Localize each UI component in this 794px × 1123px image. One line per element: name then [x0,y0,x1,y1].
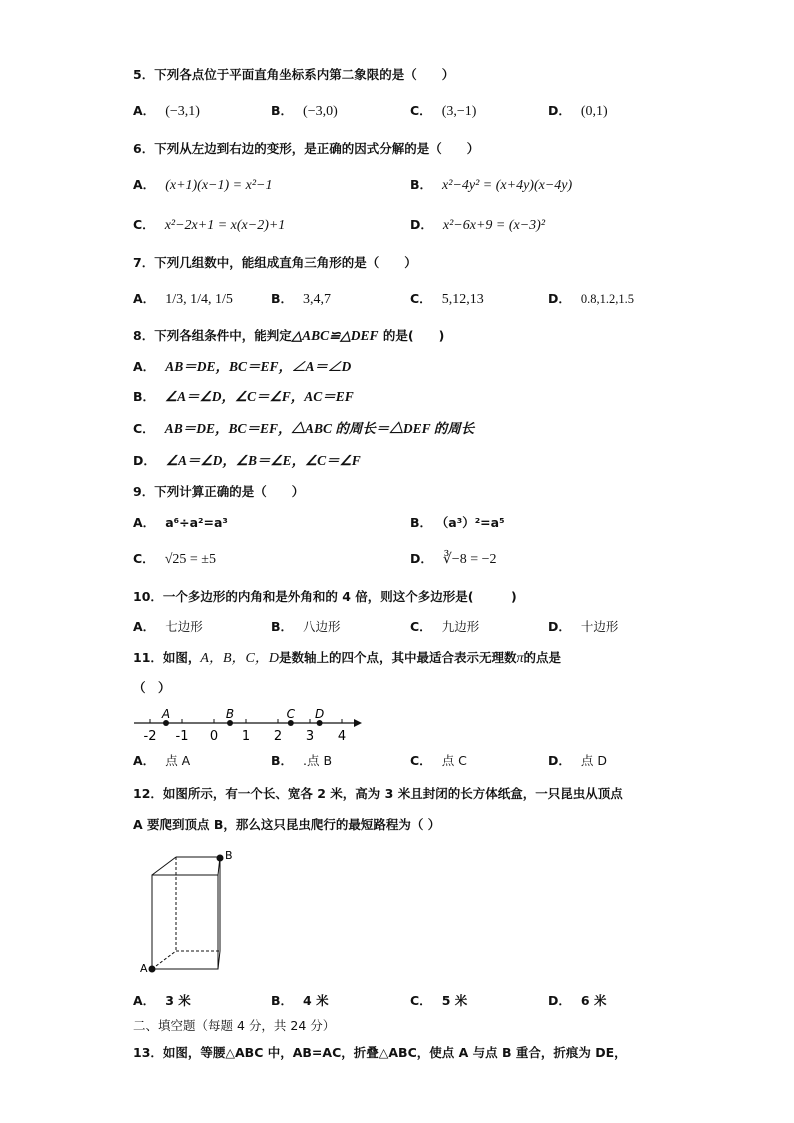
number-line-arrow [354,719,362,727]
option-label: A． [133,291,156,306]
option-value: 6 米 [580,993,607,1008]
q5-option-b[interactable] [271,102,338,121]
q6-stem: 6．下列从左边到右边的变形，是正确的因式分解的是（ ） [133,141,480,156]
option-label: B． [133,389,156,404]
q11-option-b[interactable] [271,752,332,771]
option-value: （a³）²=a⁵ [442,515,505,530]
option-value: 七边形 [165,619,203,634]
option-label: A． [133,753,156,768]
q13-stem: 13．如图，等腰△ABC 中，AB=AC，折叠△ABC，使点 A 与点 B 重合，折痕为 DE， [133,1045,627,1060]
option-value: (−3,0) [303,104,338,119]
q10-option-b[interactable] [271,618,341,637]
option-value: 点 C [441,753,467,768]
point-a-label: A [161,707,171,721]
option-label: D． [548,753,571,768]
option-value: (3,−1) [441,104,477,119]
vertex-b-dot [217,855,224,862]
q11-points: A，B，C，D [200,651,279,666]
cuboid-figure [136,848,246,978]
option-value: (0,1) [580,104,608,119]
option-value: a⁶÷a²=a³ [165,515,228,530]
q11-option-d[interactable] [548,752,607,771]
vertex-a-dot [149,966,156,973]
q8-stem [133,327,444,345]
option-value: 点 D [580,753,607,768]
q11-option-c[interactable] [410,752,467,771]
q7-stem: 7．下列几组数中，能组成直角三角形的是（ ） [133,255,417,270]
option-label: C． [133,217,155,232]
section-heading: 二、填空题（每题 4 分，共 24 分） [133,1018,336,1033]
q6-option-c[interactable] [133,216,285,235]
tick-label: 3 [305,729,315,744]
q11-stem-a: 11．如图， [133,650,201,665]
option-label: D． [548,291,571,306]
q8-option-d[interactable] [133,452,361,471]
q11-option-a[interactable] [133,752,190,771]
point-d-label: D [314,707,325,721]
option-value: 点 A [165,753,191,768]
q6-option-a[interactable] [133,176,272,195]
q8-option-c[interactable] [133,420,474,439]
q12-option-a[interactable] [133,992,191,1011]
option-label: D． [410,551,433,566]
q7-option-b[interactable] [271,290,331,309]
q12-option-d[interactable] [548,992,606,1011]
cuboid-front-face [152,875,218,969]
point-c-label: C [286,707,295,721]
option-value: (−3,1) [165,104,200,119]
option-label: C． [133,551,155,566]
q10-option-a[interactable] [133,618,203,637]
option-value: 1/3, 1/4, 1/5 [165,292,233,307]
q10-stem: 10．一个多边形的内角和是外角和的 4 倍，则这个多边形是( ) [133,589,517,604]
option-label: A． [133,103,156,118]
q8-stem-math: △ABC≌△DEF [291,328,379,343]
option-label: D． [410,217,433,232]
cuboid-hidden-diagonal-edge [152,951,176,969]
q6-option-b[interactable] [410,176,572,195]
q5-option-d[interactable] [548,102,608,121]
option-label: B． [271,619,294,634]
option-value: 0.8,1.2,1.5 [580,292,635,306]
option-label: B． [271,753,294,768]
option-label: A． [133,359,156,374]
q12-option-b[interactable] [271,992,329,1011]
option-value: 十边形 [580,619,619,634]
q11-stem-line2: （ ） [133,680,171,695]
tick-label: 0 [209,729,219,744]
option-label: D． [548,993,571,1008]
point-b-label: B [225,707,235,721]
option-label: A． [133,993,156,1008]
option-value: AB＝DE，BC＝EF，△ABC 的周长＝△DEF 的周长 [164,421,475,436]
option-value: x²−4y² = (x+4y)(x−4y) [442,178,573,193]
option-label: D． [548,619,571,634]
option-label: C． [410,103,432,118]
q9-option-c[interactable] [133,550,216,569]
tick-label: -2 [143,729,157,744]
option-value: x²−2x+1 = x(x−2)+1 [164,218,286,233]
q5-stem: 5．下列各点位于平面直角坐标系内第二象限的是（ ） [133,67,455,82]
q8-option-b[interactable] [133,388,354,407]
q8-option-a[interactable] [133,358,351,377]
option-value: .点 B [303,753,333,768]
option-label: C． [410,993,432,1008]
q9-stem: 9．下列计算正确的是（ ） [133,484,305,499]
option-label: C． [410,753,432,768]
option-value: 3 米 [165,993,191,1008]
q10-option-d[interactable] [548,618,618,637]
option-value: AB＝DE，BC＝EF，∠A＝∠D [165,359,352,374]
q12-option-c[interactable] [410,992,467,1011]
number-line-figure [130,704,366,746]
vertex-b-label: B [225,849,233,862]
option-value: 5 米 [441,993,468,1008]
option-value: √25 = ±5 [164,552,216,567]
q5-option-a[interactable] [133,102,200,121]
q9-option-b[interactable] [410,514,505,533]
option-value: 4 米 [303,993,329,1008]
option-label: B． [271,993,294,1008]
q9-option-a[interactable] [133,514,228,533]
q12-stem-line2: A 要爬到顶点 B，那么这只昆虫爬行的最短路程为（ ） [133,817,441,832]
option-label: C． [410,291,432,306]
tick-label: -1 [175,729,189,744]
option-value: 九边形 [441,619,480,634]
q7-option-a[interactable] [133,290,233,309]
option-value: 3,4,7 [303,292,332,307]
option-value: ∛−8 = −2 [442,552,497,567]
q11-stem-c: 的点是 [523,650,562,665]
tick-label: 1 [241,729,251,744]
option-label: B． [271,291,294,306]
q9-option-d[interactable] [410,550,497,569]
q6-option-d[interactable] [410,216,545,235]
vertex-a-label: A [140,962,148,975]
q12-stem-line1: 12．如图所示，有一个长、宽各 2 米，高为 3 米且封闭的长方体纸盒，一只昆虫从顶点 [133,786,623,801]
option-value: 5,12,13 [441,292,484,307]
q11-pi: π [516,651,524,666]
option-label: C． [410,619,432,634]
option-label: C． [133,421,155,436]
q7-option-d[interactable] [548,290,634,309]
option-label: A． [133,619,156,634]
option-label: B． [271,103,294,118]
tick-label: 4 [337,729,347,744]
option-label: B． [410,515,433,530]
option-label: A． [133,515,156,530]
option-label: A． [133,177,156,192]
q5-option-c[interactable] [410,102,476,121]
q8-stem-a: 8．下列各组条件中，能判定 [133,328,292,343]
q11-stem [133,649,561,668]
option-label: D． [548,103,571,118]
q8-stem-b: 的是( ) [378,328,445,343]
q7-option-c[interactable] [410,290,484,309]
option-label: D． [133,453,156,468]
option-label: B． [410,177,433,192]
option-value: (x+1)(x−1) = x²−1 [165,178,273,193]
q10-option-c[interactable] [410,618,479,637]
option-value: ∠A＝∠D，∠C＝∠F，AC＝EF [165,389,354,404]
option-value: ∠A＝∠D，∠B＝∠E，∠C＝∠F [165,453,361,468]
q11-stem-b: 是数轴上的四个点，其中最适合表示无理数 [278,650,517,665]
cuboid-top-left-edge [152,857,176,875]
option-value: x²−6x+9 = (x−3)² [442,218,546,233]
tick-label: 2 [273,729,283,744]
option-value: 八边形 [303,619,341,634]
